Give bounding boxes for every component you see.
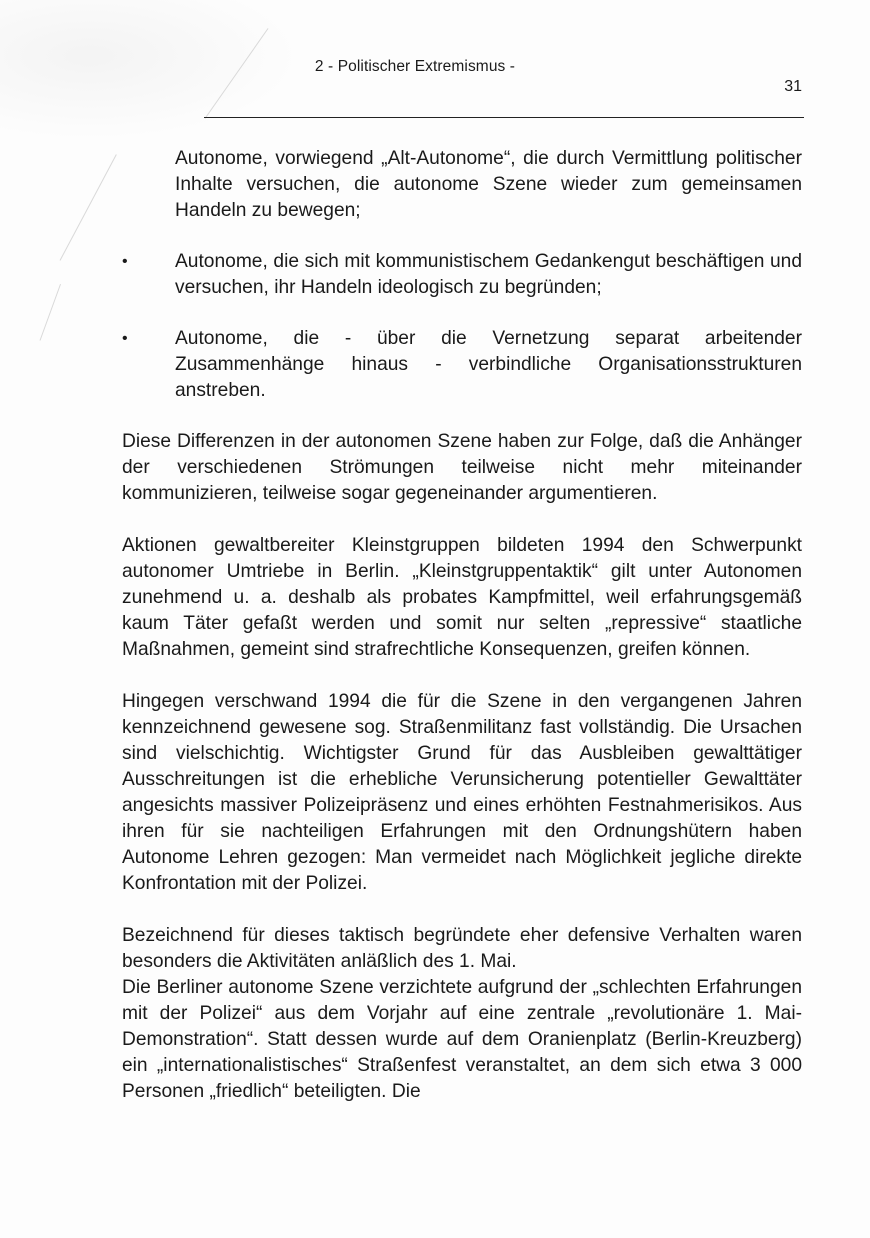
bullet-item bbox=[122, 249, 802, 301]
body-text bbox=[122, 146, 802, 1131]
running-head: 2 - Politischer Extremismus - bbox=[314, 58, 516, 75]
page-number: 31 bbox=[784, 78, 802, 95]
paragraph: Bezeichnend für dieses taktisch begründete eher defensive Verhalten waren besonders die Aktivitäten anläßlich des 1. Mai. bbox=[122, 925, 802, 972]
paragraph: Diese Differenzen in der autonomen Szene haben zur Folge, daß die Anhänger der verschiedenen Strömungen teilweise nicht mehr miteinander kommunizieren, teilweise sogar gegeneinander argumentieren. bbox=[122, 431, 802, 504]
bullet-marker: • bbox=[122, 330, 128, 347]
bullet-text: Autonome, die - über die Vernetzung separat arbeitender Zusammenhänge hinaus - verbindliche Organisationsstrukturen anstreben. bbox=[175, 328, 802, 401]
scan-crease-line bbox=[40, 284, 61, 341]
bullet-text: Autonome, die sich mit kommunistischem Gedankengut beschäftigen und versuchen, ihr Handeln ideologisch zu begründen; bbox=[175, 251, 802, 298]
scan-crease-line bbox=[60, 154, 117, 260]
paragraph: Hingegen verschwand 1994 die für die Szene in den vergangenen Jahren kennzeichnend gewesene sog. Straßenmilitanz fast vollständig. Die Ursachen sind vielschichtig. Wichtigster Grund für das Ausbleiben gewalttätiger Ausschreitungen ist die erhebliche Verunsicherung potentieller Gewalttäter angesichts massiver Polizeipräsenz und eines erhöhten Festnahmerisikos. Aus ihren für sie nachteiligen Erfahrungen mit den Ordnungshütern haben Autonome Lehren gezogen: Man vermeidet nach Möglichkeit jegliche direkte Konfrontation mit der Polizei. bbox=[122, 691, 802, 894]
list-continuation-text: Autonome, vorwiegend „Alt-Autonome“, die durch Vermittlung politischer Inhalte versuchen, die autonome Szene wieder zum gemeinsamen Handeln zu bewegen; bbox=[175, 148, 802, 221]
bullet-marker: • bbox=[122, 253, 128, 270]
paragraph: Die Berliner autonome Szene verzichtete aufgrund der „schlechten Erfahrungen mit der Polizei“ aus dem Vorjahr auf eine zentrale „revolutionäre 1. Mai-Demonstration“. Statt dessen wurde auf dem Oranienplatz (Berlin-Kreuzberg) ein „internationalistisches“ Straßenfest veranstaltet, an dem sich etwa 3 000 Personen „friedlich“ beteiligten. Die bbox=[122, 977, 802, 1102]
header-rule bbox=[204, 117, 804, 118]
bullet-list bbox=[122, 249, 802, 404]
paragraph: Aktionen gewaltbereiter Kleinstgruppen bildeten 1994 den Schwerpunkt autonomer Umtriebe in Berlin. „Kleinstgruppentaktik“ gilt unter Autonomen zunehmend u. a. deshalb als probates Kampfmittel, weil erfahrungsgemäß kaum Täter gefaßt werden und somit nur selten „repressive“ staatliche Maßnahmen, gemeint sind strafrechtliche Konsequenzen, greifen können. bbox=[122, 535, 802, 660]
bullet-item bbox=[122, 326, 802, 404]
